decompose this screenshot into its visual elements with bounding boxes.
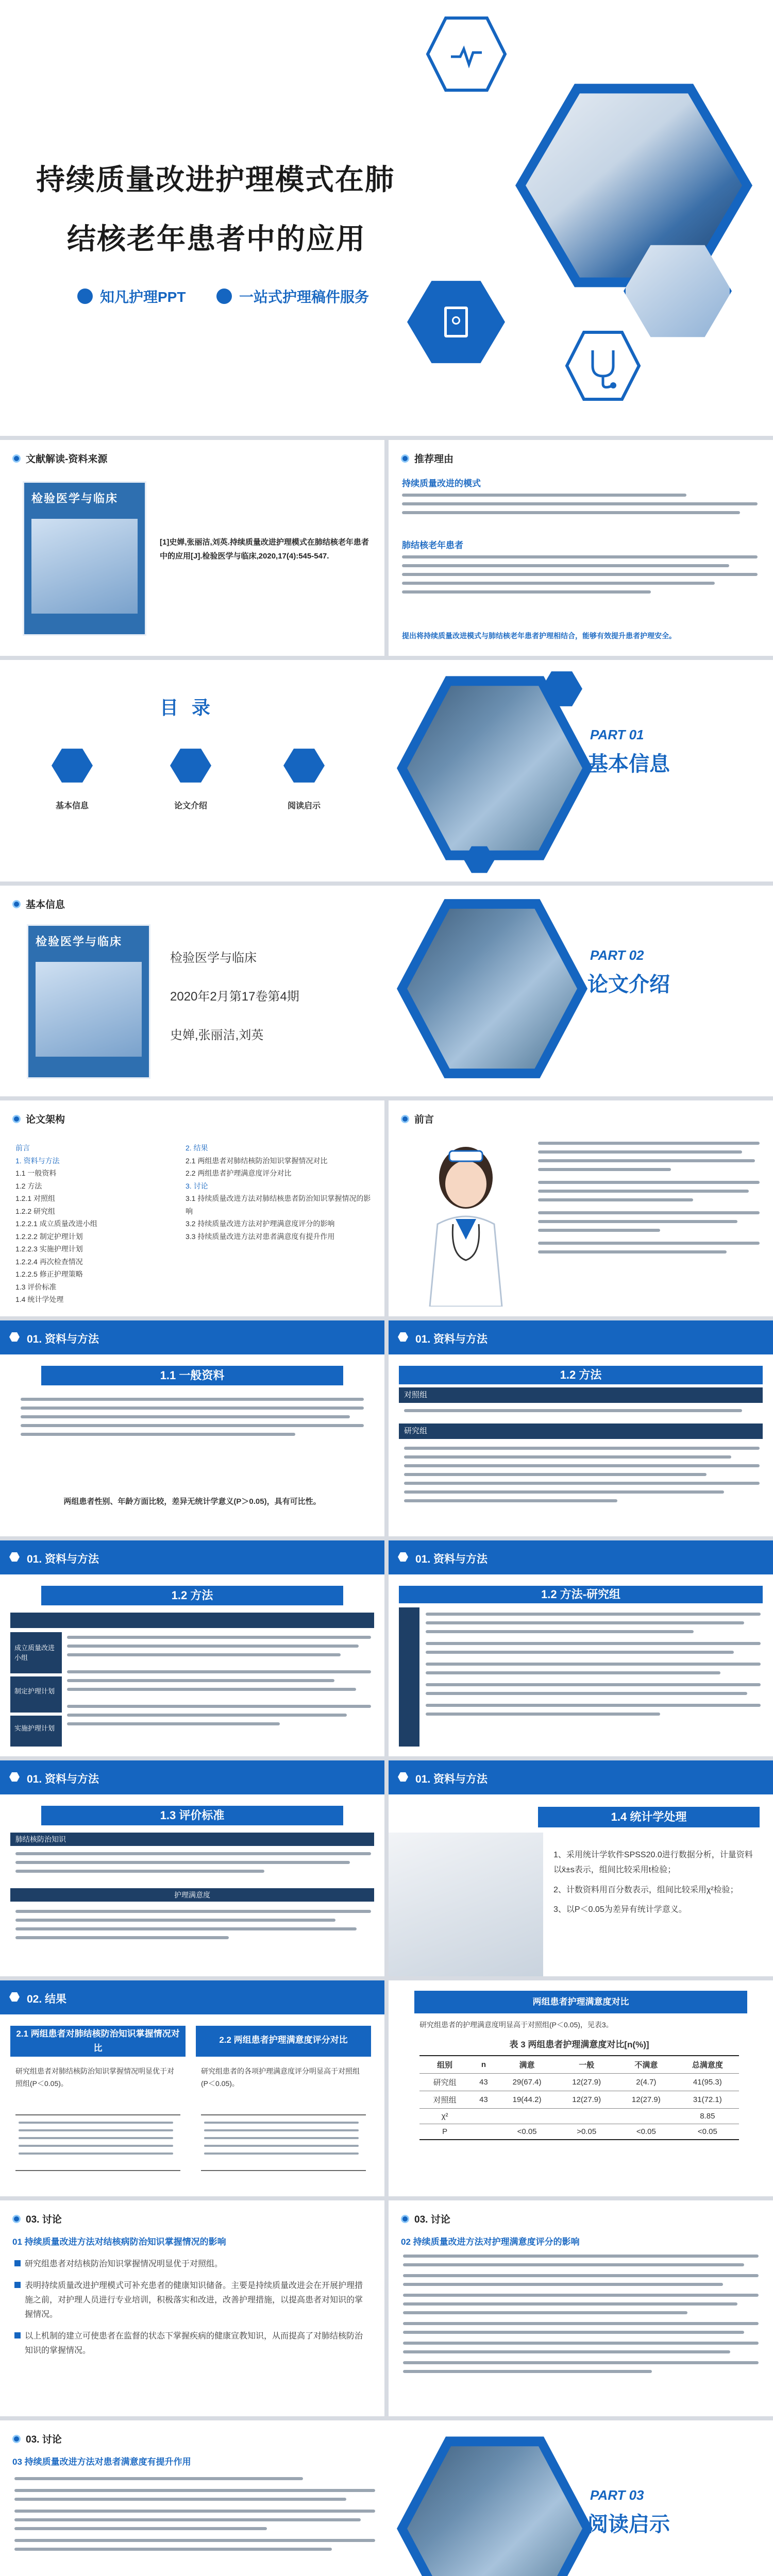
method-control-label: 对照组 xyxy=(399,1387,763,1403)
discussion-1-paras: 研究组患者对结核防治知识掌握情况明显优于对照组。 表明持续质量改进护理模式可补充患者的健康知识储备。主要是持续质量改进会在开展护理措施之前，对护理人员进行专业培训，积极落实和改进，改善护理措施，以提高患者对知识的掌握情况。 以上机制的建立可使患者在监督的状态下掌握疾病的健康宣教知识，从而提高了对肺结核防治知识的掌握情况。 xyxy=(14,2257,370,2365)
slogan-icon xyxy=(216,289,232,304)
criteria-sub2: 护理满意度 xyxy=(10,1888,374,1902)
criteria-band: 1.3 评价标准 xyxy=(41,1806,343,1825)
part-02-title: 论文介绍 xyxy=(587,973,670,996)
criteria-text1 xyxy=(15,1852,371,1878)
study-group-text xyxy=(426,1613,761,1721)
method-table-band: 1.2 方法 xyxy=(41,1586,343,1605)
info-slide xyxy=(0,886,773,1096)
cover-slogan xyxy=(216,286,369,307)
info-journal-cover-title: 检验医学与临床 xyxy=(36,935,123,948)
journal-cover-image xyxy=(31,519,138,614)
general-data-paragraph xyxy=(21,1398,364,1442)
method-table-slide xyxy=(0,1540,384,1756)
cover-slide xyxy=(0,0,773,436)
table-header-row xyxy=(62,1613,374,1628)
structure-left-list: 前言 1. 资料与方法 1.1 一般资料 1.2 方法 1.2.1 对照组 1.2.2 研究组 1.2.2.1 成立质量改进小组 1.2.2.2 制定护理计划 1.2.2.3 实施护理计划 1.2.2.4 再次检查情况 1.2.2.5 修正护理策略 1.3 评价标准 1.4 统计学处理 xyxy=(15,1144,97,1303)
toc-hex-2 xyxy=(170,748,211,784)
structure-slide xyxy=(0,1100,384,1316)
row-label-2: 制定护理计划 xyxy=(10,1676,62,1713)
results-table-2 xyxy=(201,2114,366,2171)
nurse-illustration xyxy=(409,1137,523,1307)
discussion-1-header: 03. 讨论 xyxy=(12,2212,62,2226)
results-bar: 02. 结果 xyxy=(0,1980,384,2014)
criteria-text2 xyxy=(15,1910,371,1945)
general-data-band: 1.1 一般资料 xyxy=(41,1366,343,1385)
method-study-text xyxy=(404,1447,760,1508)
reason-slide xyxy=(389,440,773,656)
table-row: 对照组 43 19(44.2) 12(27.9) 12(27.9) 31(72.1) xyxy=(419,2091,739,2109)
results-text-2: 研究组患者的各项护理满意度评分明显高于对照组(P＜0.05)。 xyxy=(201,2067,360,2088)
cover-title-line2: 结核老年患者中的应用 xyxy=(67,223,366,255)
study-group-side xyxy=(399,1607,419,1747)
criteria-sub1: 肺结核防治知识 xyxy=(10,1833,374,1846)
row-label-1: 成立质量改进小组 xyxy=(10,1632,62,1673)
reason-para2 xyxy=(402,555,758,599)
method-control-text xyxy=(404,1409,760,1418)
info-journal-cover-image xyxy=(36,962,142,1057)
slogan-text: 一站式护理稿件服务 xyxy=(239,289,369,305)
info-journal-cover xyxy=(27,924,150,1079)
structure-header: 论文架构 xyxy=(12,1112,65,1126)
toc-hex-1 xyxy=(52,748,93,784)
preface-slide xyxy=(389,1100,773,1316)
table-header: 组别 n 满意 一般 不满意 总满意度 xyxy=(419,2056,739,2074)
row-label-3: 实施护理计划 xyxy=(10,1716,62,1747)
info-header: 基本信息 xyxy=(12,897,65,911)
preface-paragraphs xyxy=(538,1142,760,1259)
satisfaction-table xyxy=(419,2055,739,2140)
toc-item-3[interactable]: 阅读启示 xyxy=(287,802,321,810)
discussion-2-header: 03. 讨论 xyxy=(401,2212,450,2226)
method-table-rows xyxy=(67,1636,371,1731)
table-header-cell xyxy=(10,1613,62,1628)
stats-band: 1.4 统计学处理 xyxy=(538,1807,760,1827)
stethoscope-hex xyxy=(564,330,642,404)
part-02-label: PART 02 xyxy=(590,947,644,963)
results-band-2: 2.2 两组患者护理满意度评分对比 xyxy=(196,2026,371,2057)
discussion-2-slide xyxy=(389,2200,773,2416)
study-group-slide xyxy=(389,1540,773,1756)
method-study-label: 研究组 xyxy=(399,1423,763,1439)
satisfaction-slide xyxy=(389,1980,773,2196)
brand-icon xyxy=(77,289,93,304)
discussion-3-sub: 03 持续质量改进方法对患者满意度有提升作用 xyxy=(12,2457,191,2467)
discussion-3-paras xyxy=(14,2477,375,2556)
table-row: P <0.05 >0.05 <0.05 <0.05 xyxy=(419,2124,739,2140)
toc-slide xyxy=(0,660,773,882)
discussion-3-slide xyxy=(0,2420,773,2576)
discussion-1-sub: 01 持续质量改进方法对结核病防治知识掌握情况的影响 xyxy=(12,2237,226,2247)
cover-brand xyxy=(77,286,186,307)
reason-sub1: 持续质量改进的模式 xyxy=(402,479,481,488)
journal-cover-title: 检验医学与临床 xyxy=(31,492,119,505)
discussion-2-paras xyxy=(403,2255,759,2379)
cover-title-line1: 持续质量改进护理模式在肺 xyxy=(36,163,395,196)
info-journal: 检验医学与临床 xyxy=(170,951,257,965)
info-authors: 史婵,张丽洁,刘英 xyxy=(170,1028,264,1042)
structure-right-list: 2. 结果 2.1 两组患者对肺结核防治知识掌握情况对比 2.2 两组患者护理满意度评分对比 3. 讨论 3.1 持续质量改进方法对肺结核患者防治知识掌握情况的影响 3.2 持续质量改进方法对护理满意度评分的影响 3.3 持续质量改进方法对患者满意度有提升作用 xyxy=(186,1144,371,1241)
criteria-bar: 01. 资料与方法 xyxy=(0,1760,384,1794)
discussion-2-sub: 02 持续质量改进方法对护理满意度评分的影响 xyxy=(401,2237,580,2247)
table-row: 研究组 43 29(67.4) 12(27.9) 2(4.7) 41(95.3) xyxy=(419,2074,739,2091)
results-text-1: 研究组患者对肺结核防治知识掌握情况明显优于对照组(P＜0.05)。 xyxy=(15,2067,174,2088)
table-row: χ² 8.85 xyxy=(419,2109,739,2124)
satisfaction-note: 研究组患者的护理满意度明显高于对照组(P＜0.05)，见表3。 xyxy=(419,2021,613,2029)
journal-cover xyxy=(23,481,146,636)
stats-slide xyxy=(389,1760,773,1976)
stats-bar: 01. 资料与方法 xyxy=(389,1760,773,1794)
brand-name: 知凡护理PPT xyxy=(100,289,186,305)
source-slide xyxy=(0,440,384,656)
method-bar: 01. 资料与方法 xyxy=(389,1320,773,1354)
study-group-band: 1.2 方法-研究组 xyxy=(399,1586,763,1603)
part-03-label: PART 03 xyxy=(590,2487,644,2503)
keyboard-photo xyxy=(389,1833,543,1976)
source-header: 文献解读-资料来源 xyxy=(12,451,107,465)
reason-para1 xyxy=(402,494,758,520)
results-table-1 xyxy=(15,2114,180,2171)
discussion-1-slide xyxy=(0,2200,384,2416)
toc-hex-3 xyxy=(283,748,325,784)
method-table-bar: 01. 资料与方法 xyxy=(0,1540,384,1574)
satisfaction-band: 两组患者护理满意度对比 xyxy=(414,1991,747,2013)
results-slide xyxy=(0,1980,384,2196)
general-data-bar: 01. 资料与方法 xyxy=(0,1320,384,1354)
general-data-slide xyxy=(0,1320,384,1536)
stats-points: 1、采用统计学软件SPSS20.0进行数据分析，计量资料以x̄±s表示，组间比较采用t检验； 2、计数资料用百分数表示，组间比较采用χ²检验； 3、以P＜0.05为差异有统计学意义。 xyxy=(553,1851,753,1914)
method-band: 1.2 方法 xyxy=(399,1366,763,1384)
toc-title: 目 录 xyxy=(160,697,215,718)
toc-item-1[interactable]: 基本信息 xyxy=(55,802,89,810)
satisfaction-table-title: 表 3 两组患者护理满意度对比[n(%)] xyxy=(509,2040,649,2049)
criteria-slide xyxy=(0,1760,384,1976)
results-band-1: 2.1 两组患者对肺结核防治知识掌握情况对比 xyxy=(10,2026,186,2057)
general-data-footer: 两组患者性别、年龄方面比较，差异无统计学意义(P＞0.05)，具有可比性。 xyxy=(63,1497,321,1506)
citation-text: [1]史婵,张丽洁,刘英.持续质量改进护理模式在肺结核老年患者中的应用[J].检验医学与临床,2020,17(4):545-547. xyxy=(160,538,369,561)
part-03-title: 阅读启示 xyxy=(587,2513,670,2536)
reason-sub2: 肺结核老年患者 xyxy=(402,540,463,550)
clipboard-icon xyxy=(444,307,468,337)
reason-highlight: 提出将持续质量改进模式与肺结核老年患者护理相结合，能够有效提升患者护理安全。 xyxy=(402,632,676,640)
info-issue: 2020年2月第17卷第4期 xyxy=(170,990,299,1004)
study-group-bar: 01. 资料与方法 xyxy=(389,1540,773,1574)
part-01-label: PART 01 xyxy=(590,727,644,742)
reason-header: 推荐理由 xyxy=(401,451,453,465)
part-01-title: 基本信息 xyxy=(587,753,670,775)
discussion-3-header: 03. 讨论 xyxy=(12,2432,62,2446)
preface-header: 前言 xyxy=(401,1112,434,1126)
heart-monitor-hex xyxy=(425,15,508,95)
toc-item-2[interactable]: 论文介绍 xyxy=(174,802,207,810)
method-slide xyxy=(389,1320,773,1536)
